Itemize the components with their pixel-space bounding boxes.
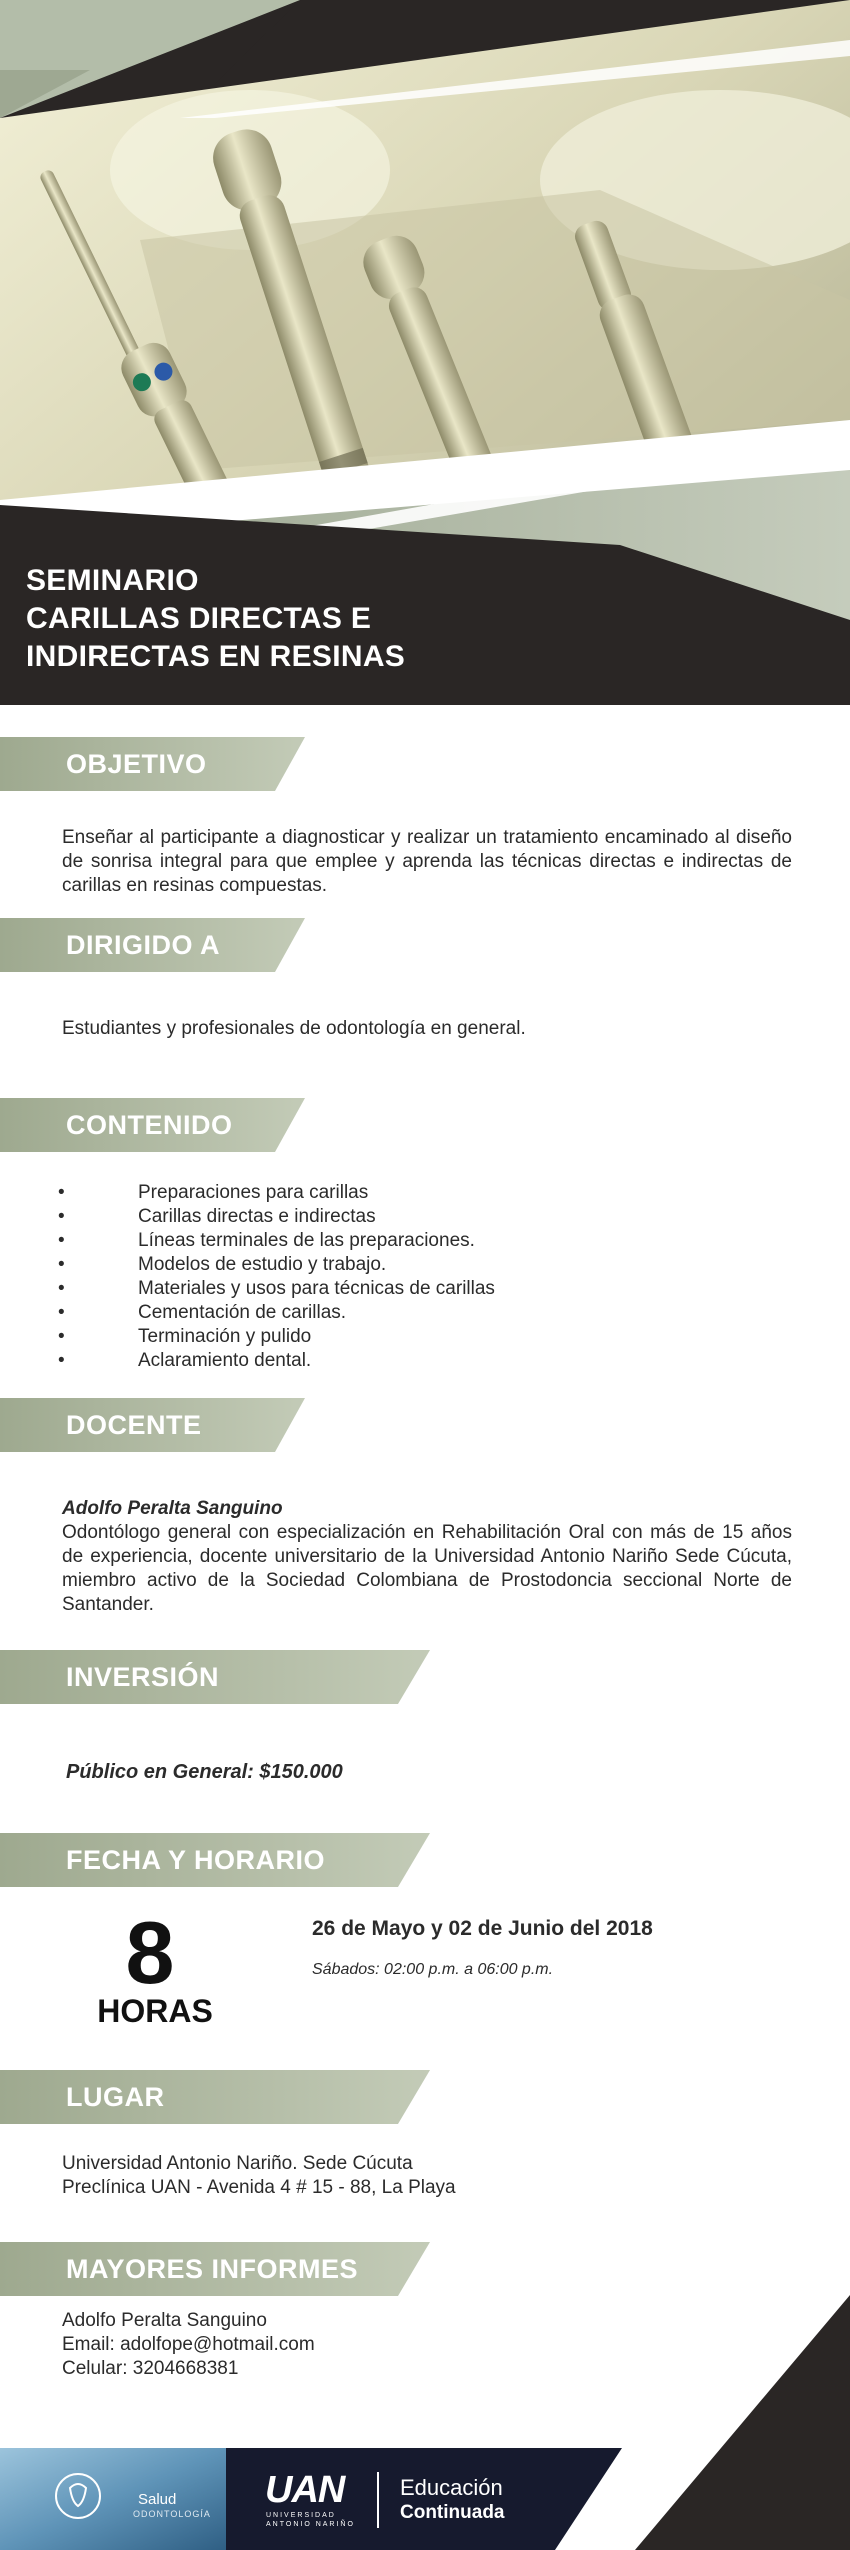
footer bbox=[0, 2448, 850, 2550]
contact-name: Adolfo Peralta Sanguino bbox=[62, 2310, 267, 2331]
bullet: • bbox=[58, 1230, 65, 1251]
event-dates: 26 de Mayo y 02 de Junio del 2018 bbox=[312, 1917, 653, 1940]
section-title: LUGAR bbox=[66, 2082, 165, 2112]
bullet: • bbox=[58, 1278, 65, 1299]
list-item-text: Líneas terminales de las preparaciones. bbox=[138, 1230, 475, 1251]
lugar-line-2: Preclínica UAN - Avenida 4 # 15 - 88, La Playa bbox=[62, 2177, 456, 2198]
bullet: • bbox=[58, 1326, 65, 1347]
list-item bbox=[58, 1181, 495, 1205]
section-header-dirigido bbox=[0, 918, 305, 972]
section-header-docente bbox=[0, 1398, 305, 1452]
bullet: • bbox=[58, 1182, 65, 1203]
lugar-line-1: Universidad Antonio Nariño. Sede Cúcuta bbox=[62, 2153, 413, 2174]
docente-name: Adolfo Peralta Sanguino bbox=[62, 1498, 283, 1519]
docente-block bbox=[62, 1497, 792, 1617]
section-header-informes bbox=[0, 2242, 430, 2296]
list-item bbox=[58, 1301, 495, 1325]
dirigido-text: Estudiantes y profesionales de odontología en general. bbox=[62, 1018, 526, 1039]
bullet: • bbox=[58, 1302, 65, 1323]
section-header-inversion bbox=[0, 1650, 430, 1704]
list-item bbox=[58, 1349, 495, 1373]
hero-title bbox=[26, 562, 405, 676]
section-header-contenido bbox=[0, 1098, 305, 1152]
list-item bbox=[58, 1229, 495, 1253]
list-item-text: Aclaramiento dental. bbox=[138, 1350, 312, 1371]
list-item-text: Terminación y pulido bbox=[138, 1326, 312, 1347]
list-item-text: Cementación de carillas. bbox=[138, 1302, 347, 1323]
uan-logo: UAN bbox=[265, 2469, 345, 2511]
section-title: DIRIGIDO A bbox=[66, 930, 221, 960]
hours-number: 8 bbox=[125, 1903, 175, 2002]
hero-banner bbox=[0, 0, 850, 705]
section-title: CONTENIDO bbox=[66, 1110, 233, 1140]
section-header-lugar bbox=[0, 2070, 430, 2124]
hours-unit: HORAS bbox=[97, 1993, 213, 2029]
logo-divider bbox=[377, 2472, 379, 2528]
section-title: OBJETIVO bbox=[66, 749, 207, 779]
informes-contact bbox=[62, 2309, 792, 2381]
section-title: DOCENTE bbox=[66, 1410, 202, 1440]
section-title: INVERSIÓN bbox=[66, 1662, 220, 1692]
section-header-objetivo bbox=[0, 737, 305, 791]
educacion-label: Educación bbox=[400, 2475, 503, 2500]
salud-logo-subtext: ODONTOLOGÍA bbox=[133, 2509, 211, 2519]
list-item bbox=[58, 1205, 495, 1229]
bullet: • bbox=[58, 1350, 65, 1371]
inversion-price: Público en General: $150.000 bbox=[66, 1761, 343, 1783]
section-header-fecha bbox=[0, 1833, 430, 1887]
list-item-text: Preparaciones para carillas bbox=[138, 1182, 369, 1203]
continuada-label: Continuada bbox=[400, 2502, 505, 2523]
contact-phone[interactable]: Celular: 3204668381 bbox=[62, 2358, 239, 2379]
event-schedule: Sábados: 02:00 p.m. a 06:00 p.m. bbox=[312, 1961, 554, 1978]
hero-title-line-1: SEMINARIO bbox=[26, 564, 199, 597]
bullet: • bbox=[58, 1254, 65, 1275]
list-item bbox=[58, 1253, 495, 1277]
bullet: • bbox=[58, 1206, 65, 1227]
section-title: FECHA Y HORARIO bbox=[66, 1845, 326, 1875]
section-title: MAYORES INFORMES bbox=[66, 2254, 359, 2284]
list-item-text: Modelos de estudio y trabajo. bbox=[138, 1254, 387, 1275]
docente-bio: Odontólogo general con especialización en Rehabilitación Oral con más de 15 años de experiencia, docente universitario de la Universidad Antonio Nariño Sede Cúcuta, miembro activo de la Sociedad Colombiana de Prostodoncia seccional Norte de Santander. bbox=[62, 1522, 792, 1615]
uan-logo-sub2: ANTONIO NARIÑO bbox=[266, 2521, 355, 2528]
salud-logo-text: Salud bbox=[138, 2491, 177, 2508]
lugar-address bbox=[62, 2152, 792, 2200]
list-item-text: Carillas directas e indirectas bbox=[138, 1206, 376, 1227]
uan-logo-sub1: UNIVERSIDAD bbox=[266, 2512, 336, 2519]
hero-title-line-3: INDIRECTAS EN RESINAS bbox=[26, 640, 406, 673]
contenido-list bbox=[58, 1181, 495, 1373]
list-item bbox=[58, 1325, 495, 1349]
list-item bbox=[58, 1277, 495, 1301]
hero-title-line-2: CARILLAS DIRECTAS E bbox=[26, 602, 372, 635]
objetivo-text: Enseñar al participante a diagnosticar y realizar un tratamiento encaminado al diseño de sonrisa integral para que emplee y aprenda las técnicas directas e indirectas de carillas en resinas compuestas. bbox=[62, 827, 792, 896]
contact-email[interactable]: Email: adolfope@hotmail.com bbox=[62, 2334, 315, 2355]
list-item-text: Materiales y usos para técnicas de carillas bbox=[138, 1278, 495, 1299]
section-header-bar bbox=[0, 2070, 430, 2124]
